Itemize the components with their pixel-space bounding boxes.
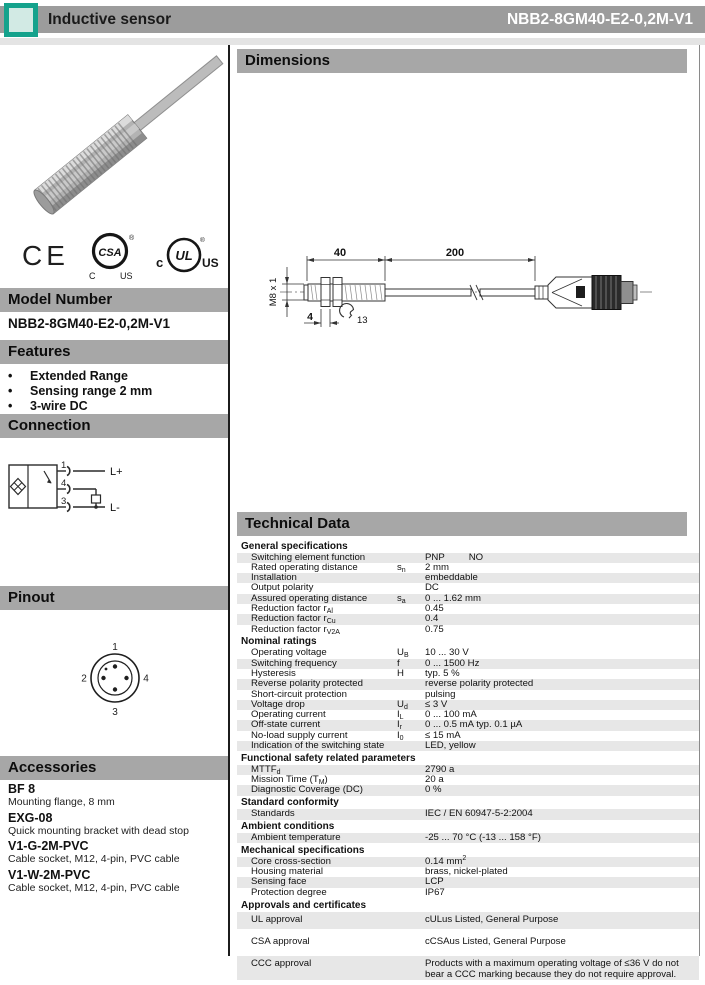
svg-text:M8 x 1: M8 x 1 [268, 277, 279, 307]
dimensions-drawing [240, 215, 660, 340]
spec-symbol: $s_n$ [397, 561, 406, 574]
svg-text:4: 4 [143, 673, 149, 685]
spec-symbol: $I_r$ [397, 719, 403, 732]
spec-row [237, 625, 699, 635]
spec-value: LCP [425, 876, 444, 888]
svg-text:CSA: CSA [98, 247, 123, 259]
spec-row [237, 659, 699, 669]
spec-label: Ambient temperature [251, 832, 341, 844]
spec-value: 0.4 [425, 613, 439, 625]
technical-data-table [237, 539, 699, 985]
spec-label: Voltage drop [251, 698, 305, 710]
spec-label: Hysteresis [251, 667, 296, 679]
spec-row [237, 867, 699, 877]
spec-value: 0.14 $mm^2$ [425, 854, 467, 867]
page-right-border [699, 45, 700, 956]
spec-label: Switching frequency [251, 657, 337, 669]
spec-label: UL approval [251, 913, 303, 925]
spec-symbol: $U_d$ [397, 698, 408, 711]
spec-label: Reduction factor $r_{Cu}$ [251, 613, 336, 626]
spec-label: Indication of the switching state [251, 740, 385, 752]
svg-text:3: 3 [112, 707, 118, 718]
spec-value: reverse polarity protected [425, 678, 534, 690]
svg-text:L+: L+ [110, 466, 123, 478]
spec-value: 2 mm [425, 561, 449, 573]
product-type-title: Inductive sensor [48, 11, 172, 28]
accessory-item [8, 869, 224, 894]
bullet-icon: • [8, 384, 13, 398]
accessory-name: V1-G-2M-PVC [8, 839, 89, 853]
spec-value: 2790 a [425, 763, 455, 775]
svg-text:C: C [89, 271, 96, 281]
features-header: Features [0, 340, 228, 364]
spec-symbol: $U_B$ [397, 647, 409, 660]
svg-text:US: US [202, 256, 219, 270]
spec-value: Products with a maximum operating voltage of ≤36 V do not bear a CCC marking because they do not require approval. [425, 957, 679, 980]
spec-row [237, 690, 699, 700]
spec-value: 10 ... 30 V [425, 647, 469, 659]
ce-mark-icon: CE [22, 240, 69, 271]
spec-value: pulsing [425, 688, 456, 700]
accessory-description: Mounting flange, 8 mm [8, 796, 115, 808]
feature-item [8, 369, 222, 384]
spec-symbol: $I_0$ [397, 729, 404, 742]
technical-data-header: Technical Data [237, 512, 687, 536]
svg-text:L-: L- [110, 502, 120, 514]
spec-section-header: Nominal ratings [241, 636, 317, 648]
svg-text:UL: UL [175, 248, 193, 263]
header-bar [0, 6, 705, 33]
header-shadow [0, 38, 705, 45]
accessory-item [8, 812, 224, 837]
svg-text:3: 3 [61, 496, 67, 507]
feature-label: Sensing range 2 mm [30, 384, 153, 398]
spec-row [237, 934, 699, 951]
spec-label: Operating voltage [251, 647, 327, 659]
spec-value: 0 ... 0.5 mA typ. 0.1 µA [425, 719, 523, 731]
spec-value: 0.75 [425, 623, 444, 635]
spec-value-2: NO [468, 551, 484, 563]
accessory-description: Cable socket, M12, 4-pin, PVC cable [8, 881, 180, 894]
accessory-description: Quick mounting bracket with dead stop [8, 824, 189, 837]
spec-value: 0 ... 100 mA [425, 709, 477, 721]
spec-value: brass, nickel-plated [425, 866, 508, 878]
spec-value: 0.45 [425, 602, 444, 614]
accessory-description: Cable socket, M12, 4-pin, PVC cable [8, 853, 180, 865]
accessory-name: EXG-08 [8, 810, 53, 825]
features-list [8, 369, 222, 414]
bullet-icon: • [8, 369, 13, 383]
svg-text:13: 13 [357, 315, 368, 326]
spec-label: Reverse polarity protected [251, 678, 363, 690]
brand-logo-icon [4, 3, 38, 37]
svg-text:®: ® [129, 235, 135, 242]
spec-value: cULus Listed, General Purpose [425, 913, 559, 925]
pinout-diagram [62, 630, 168, 730]
spec-value: DC [425, 582, 439, 594]
spec-label: Output polarity [251, 582, 314, 594]
spec-label: Core cross-section [251, 855, 331, 867]
spec-section-header: Functional safety related parameters [241, 752, 416, 764]
spec-row [237, 912, 699, 929]
svg-text:c: c [156, 255, 164, 270]
spec-value: 0 ... 1500 Hz [425, 657, 480, 669]
spec-row [237, 785, 699, 795]
spec-label: Off-state current [251, 719, 321, 731]
dimensions-header: Dimensions [237, 49, 687, 73]
spec-section-header: Mechanical specifications [241, 844, 365, 856]
accessories-header: Accessories [0, 756, 228, 780]
pinout-header: Pinout [0, 586, 228, 610]
spec-symbol: $I_L$ [397, 709, 404, 722]
connection-diagram [8, 452, 213, 547]
ul-logo-icon [154, 233, 218, 279]
svg-text:200: 200 [445, 247, 465, 259]
feature-label: 3-wire DC [30, 399, 88, 413]
spec-value: 0 % [425, 784, 442, 796]
connection-header: Connection [0, 414, 228, 438]
spec-symbol: H [397, 667, 404, 679]
spec-section-header: Approvals and certificates [241, 899, 367, 911]
spec-value: embeddable [425, 572, 478, 584]
spec-value: -25 ... 70 °C (-13 ... 158 °F) [425, 832, 541, 844]
spec-label: Rated operating distance [251, 561, 358, 573]
svg-text:®: ® [200, 237, 205, 244]
feature-item [8, 384, 222, 399]
svg-text:4: 4 [61, 478, 67, 489]
accessory-name: V1-W-2M-PVC [8, 867, 91, 882]
spec-label: Mission Time $(T_M)$ [251, 774, 328, 787]
svg-text:1: 1 [112, 642, 118, 653]
bullet-icon: • [8, 399, 13, 413]
product-photo [14, 70, 209, 222]
spec-label: $MTTF_d$ [251, 763, 281, 776]
spec-label: Reduction factor $r_{Al}$ [251, 602, 333, 615]
accessories-list [8, 783, 224, 897]
spec-symbol: f [397, 657, 400, 669]
spec-label: No-load supply current [251, 729, 348, 741]
spec-row [237, 741, 699, 751]
spec-label: CSA approval [251, 935, 310, 947]
spec-label: Protection degree [251, 886, 327, 898]
spec-value: ≤ 15 mA [425, 729, 461, 741]
spec-value: 20 a [425, 774, 444, 786]
certification-logos [22, 230, 218, 282]
spec-value: typ. 5 % [425, 667, 460, 679]
svg-text:2: 2 [81, 673, 87, 685]
spec-label: Switching element function [251, 551, 366, 563]
spec-label: Standards [251, 808, 295, 820]
spec-value: IEC / EN 60947-5-2:2004 [425, 808, 533, 820]
spec-label: Assured operating distance [251, 592, 368, 604]
spec-section-header: Standard conformity [241, 797, 339, 809]
spec-section-header: Ambient conditions [241, 821, 335, 833]
feature-item [8, 399, 222, 414]
spec-row [237, 956, 699, 980]
spec-row [237, 888, 699, 898]
spec-value: LED, yellow [425, 740, 476, 752]
accessory-item [8, 840, 224, 865]
column-divider [228, 45, 230, 956]
spec-label: Installation [251, 572, 297, 584]
svg-text:US: US [120, 271, 133, 281]
csa-logo-icon [84, 230, 138, 282]
accessory-item [8, 783, 224, 808]
spec-row [237, 833, 699, 843]
spec-label: Short-circuit protection [251, 688, 347, 700]
spec-label: Operating current [251, 709, 326, 721]
spec-value: cCSAus Listed, General Purpose [425, 935, 566, 947]
model-number-value: NBB2-8GM40-E2-0,2M-V1 [8, 316, 171, 331]
spec-value: PNP NO [425, 551, 484, 563]
spec-section-header: General specifications [241, 540, 348, 552]
spec-symbol: $s_a$ [397, 592, 406, 605]
svg-text:4: 4 [307, 311, 313, 323]
spec-label: Reduction factor $r_{V2A}$ [251, 623, 340, 636]
svg-text:1: 1 [61, 460, 67, 471]
spec-row [237, 809, 699, 819]
wrench-icon [340, 303, 354, 318]
header-model-number: NBB2-8GM40-E2-0,2M-V1 [506, 11, 693, 28]
accessory-name: BF 8 [8, 782, 36, 796]
feature-label: Extended Range [30, 369, 128, 383]
spec-value: IP67 [425, 886, 445, 898]
spec-label: Diagnostic Coverage (DC) [251, 784, 363, 796]
spec-value: 0 ... 1.62 mm [425, 592, 481, 604]
spec-label: CCC approval [251, 957, 312, 969]
spec-label: Sensing face [251, 876, 307, 888]
spec-value: ≤ 3 V [425, 698, 448, 710]
model-number-header: Model Number [0, 288, 228, 312]
spec-label: Housing material [251, 866, 323, 878]
svg-text:40: 40 [333, 247, 347, 259]
